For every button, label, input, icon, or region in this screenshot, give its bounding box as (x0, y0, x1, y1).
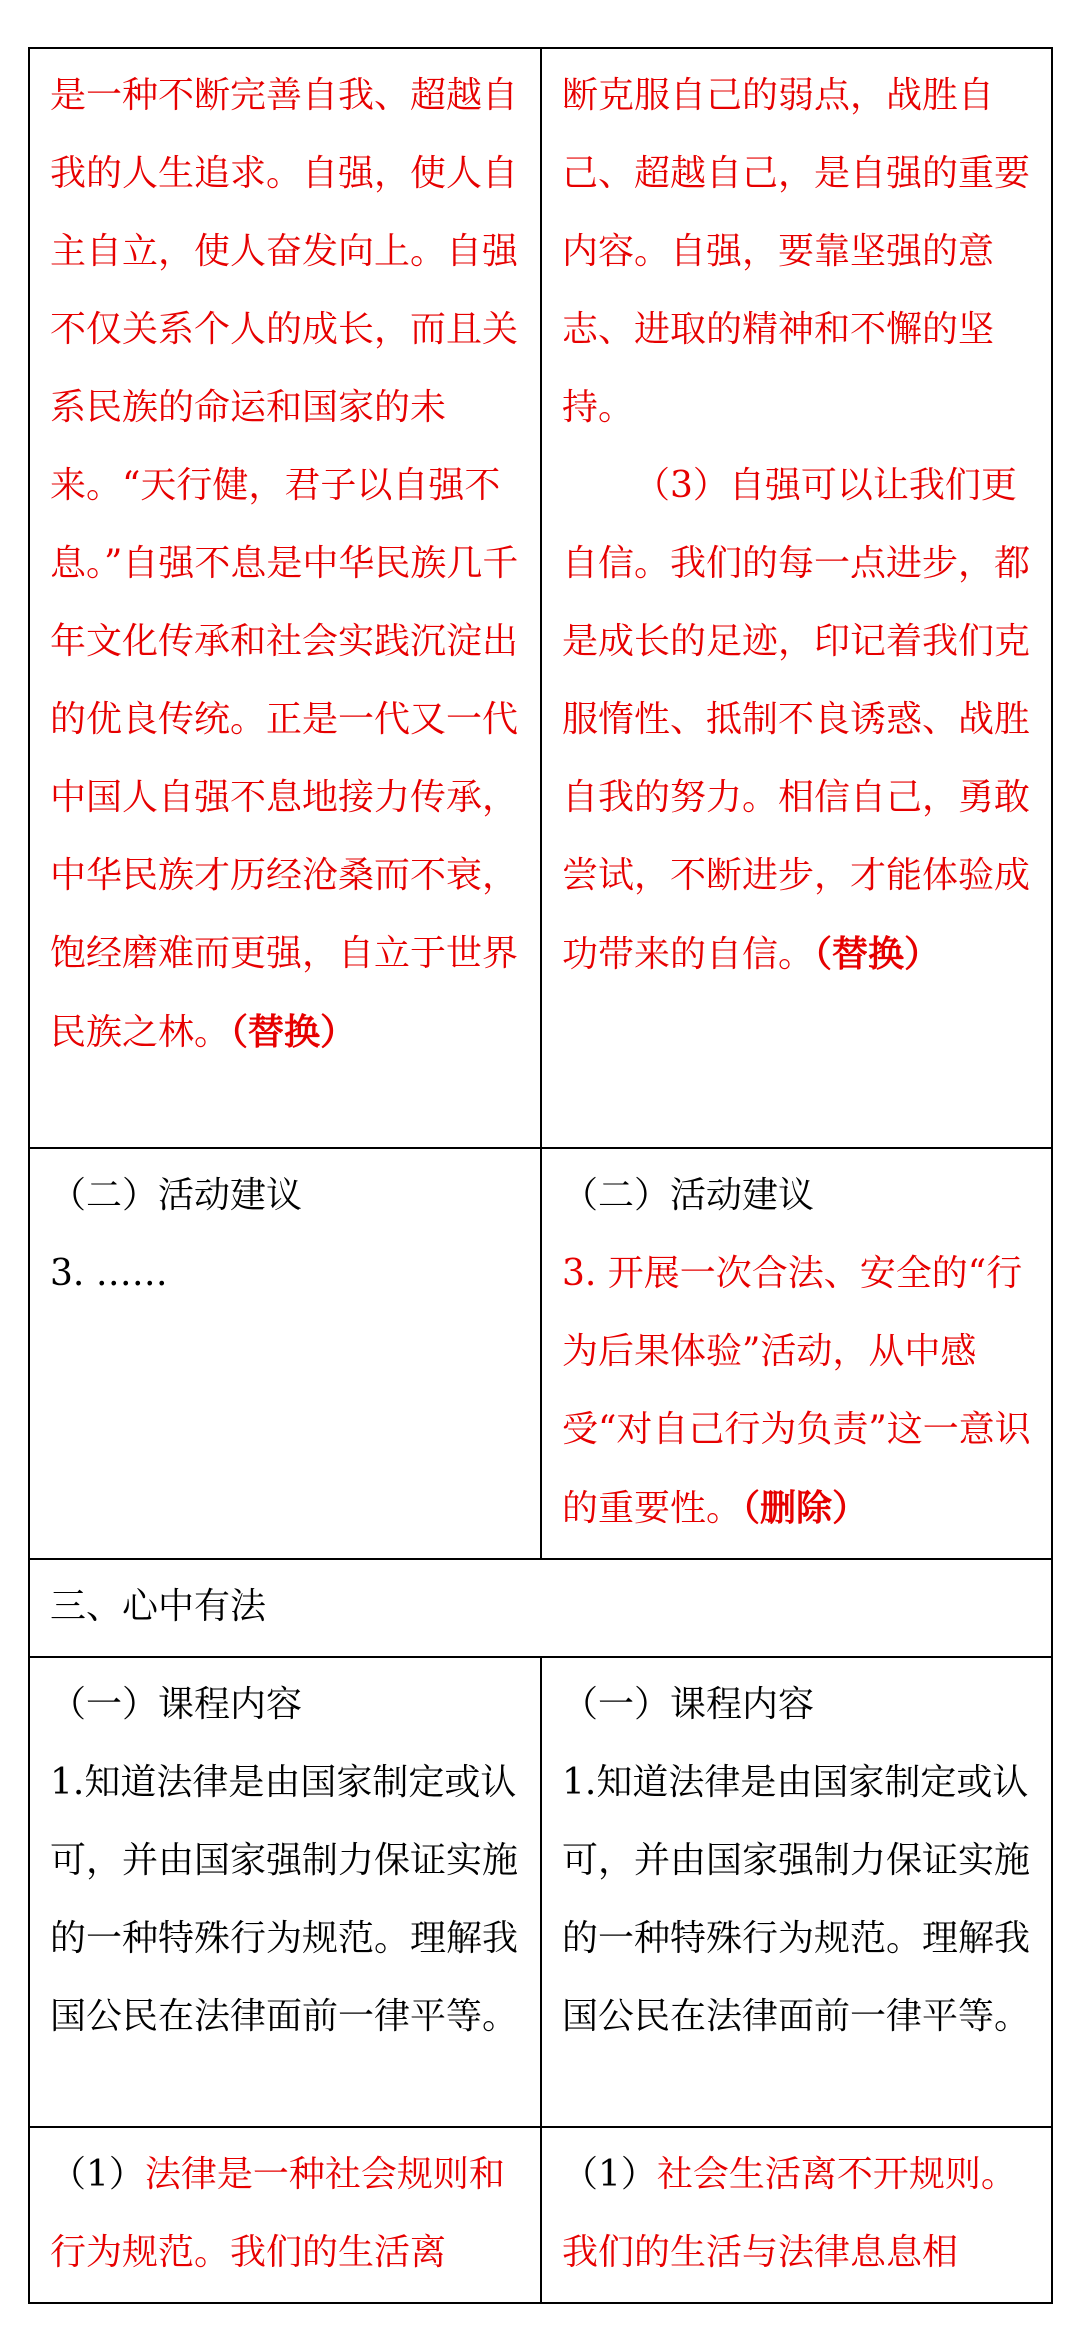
comparison-table (28, 47, 1053, 2304)
item-number: （1） (562, 2154, 657, 2195)
paragraph-text: 是一种不断完善自我、超越自我的人生追求。自强，使人自主自立，使人奋发向上。自强不仅关系个人的成长，而且关系民族的命运和国家的未来。“天行健，君子以自强不息。”自强不息是中华民族几千年文化传承和社会实践沉淀出的优良传统。正是一代又一代中国人自强不息地接力传承，中华民族才历经沧桑而不衰，饱经磨难而更强，自立于世界民族之林。 (50, 75, 519, 1053)
list-item-text: 3. 开展一次合法、安全的“行为后果体验”活动，从中感受“对自己行为负责”这一意识的重要性。 (562, 1253, 1031, 1529)
subsection-heading: （二）活动建议 (562, 1175, 815, 1216)
table-row (29, 1148, 1052, 1559)
subsection-heading: （一）课程内容 (562, 1684, 815, 1725)
table-row (29, 48, 1052, 1148)
section-row (29, 1559, 1052, 1657)
delete-tag: （删除） (742, 1487, 869, 1529)
table-cell-revised (541, 48, 1052, 1148)
item-number: （1） (50, 2154, 145, 2195)
replace-tag: （替换） (230, 1011, 357, 1053)
paragraph-text: （3）自强可以让我们更自信。我们的每一点进步，都是成长的足迹，印记着我们克服惰性、抵制不良诱惑、战胜自我的努力。相信自己，勇敢尝试，不断进步，才能体验成功带来的自信。 (562, 465, 1031, 975)
table-cell-original (29, 48, 541, 1148)
cell-paragraph: 1.知道法律是由国家制定或认可，并由国家强制力保证实施的一种特殊行为规范。理解我国公民在法律面前一律平等。 (50, 1762, 519, 2037)
table-row (29, 1657, 1052, 2127)
section-cell (29, 1559, 1052, 1657)
cell-paragraph (50, 2136, 522, 2292)
replace-tag: （替换） (814, 933, 941, 975)
subsection-heading: （一）课程内容 (50, 1684, 303, 1725)
cell-paragraph (562, 2136, 1033, 2292)
list-item: 3. …… (50, 1253, 168, 1294)
table-cell-original (29, 1148, 541, 1559)
table-cell-original (29, 2127, 541, 2303)
cell-paragraph (562, 447, 1033, 994)
table-row (29, 2127, 1052, 2303)
list-item (562, 1235, 1033, 1548)
cell-paragraph (50, 57, 522, 1072)
paragraph-text: 法律是一种社会规则和行为规范。我们的生活离 (50, 2154, 505, 2273)
cell-paragraph: 1.知道法律是由国家制定或认可，并由国家强制力保证实施的一种特殊行为规范。理解我国公民在法律面前一律平等。 (562, 1762, 1031, 2037)
table-cell-revised (541, 1657, 1052, 2127)
paragraph-text: 社会生活离不开规则。我们的生活与法律息息相 (562, 2154, 1017, 2273)
section-title: 三、心中有法 (50, 1586, 267, 1627)
table-cell-original (29, 1657, 541, 2127)
subsection-heading: （二）活动建议 (50, 1175, 303, 1216)
cell-paragraph: 断克服自己的弱点，战胜自己、超越自己，是自强的重要内容。自强，要靠坚强的意志、进取的精神和不懈的坚持。 (562, 75, 1031, 428)
table-cell-revised (541, 1148, 1052, 1559)
table-cell-revised (541, 2127, 1052, 2303)
